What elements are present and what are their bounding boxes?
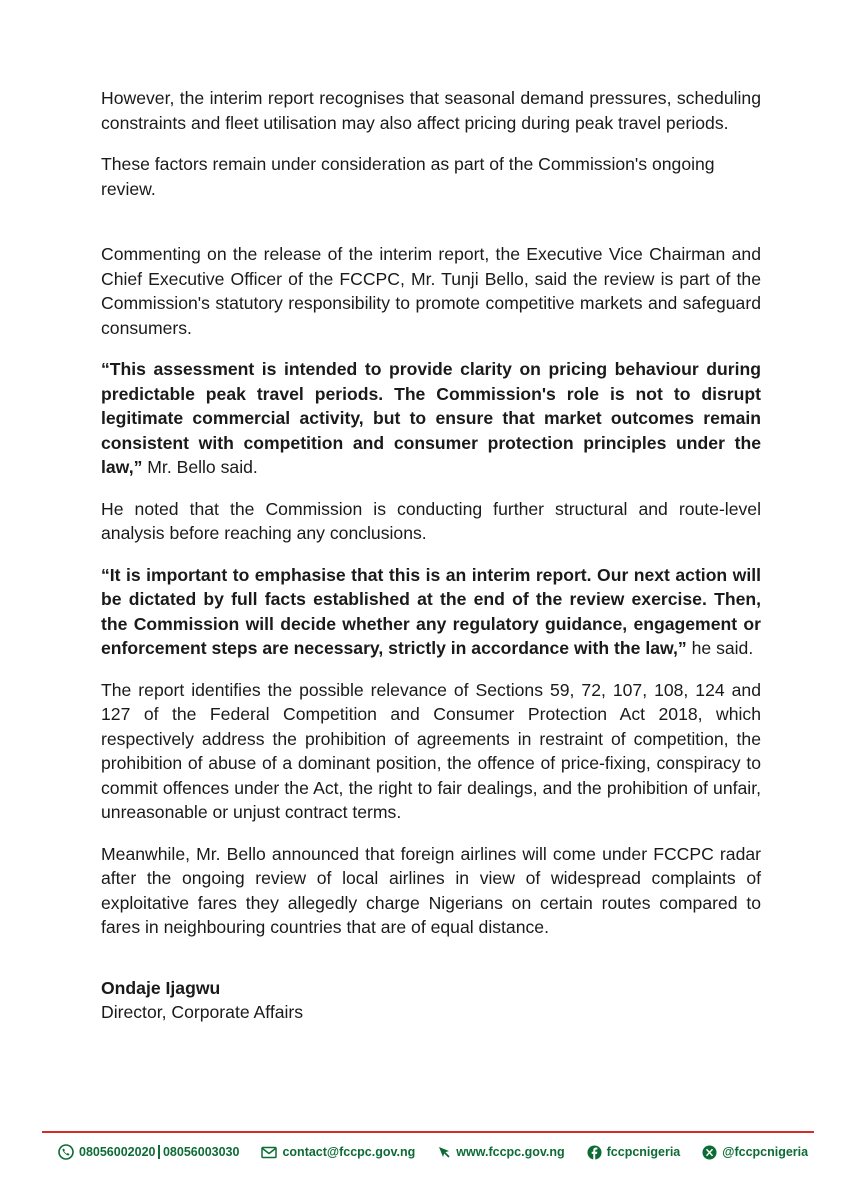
footer-divider: [42, 1131, 814, 1133]
paragraph: The report identifies the possible relevance of Sections 59, 72, 107, 108, 124 and 127 of the Federal Competition and Consumer Protection Act 2018, which respectively address the prohibition of agreements in restraint of competition, the prohibition of abuse of a dominant position, the offence of price-fixing, conspiracy to commit offences under the Act, the right to fair dealings, and the prohibition of unfair, unreasonable or unjust contract terms.: [101, 679, 761, 822]
signatory-name: Ondaje Ijagwu: [101, 977, 221, 998]
phone-contact[interactable]: [58, 1144, 239, 1160]
quote-text: “It is important to emphasise that this is an interim report. Our next action will be dictated by full facts established at the end of the review exercise. Then, the Commission will decide whether any regulatory guidance, engagement or enforcement steps are necessary, strictly in accordance with the law,”: [101, 564, 761, 658]
signature-block: [101, 976, 761, 1024]
press-release-body: [101, 86, 761, 1024]
website-link: www.fccpc.gov.ng: [456, 1145, 565, 1159]
paragraph: These factors remain under consideration as part of the Commission's ongoing review.: [101, 154, 715, 199]
divider: [158, 1145, 160, 1159]
phone-number-2: 08056003030: [162, 1145, 240, 1159]
paragraph: However, the interim report recognises that seasonal demand pressures, scheduling constraints and fleet utilisation may also affect pricing during peak travel periods.: [101, 88, 761, 133]
facebook-handle: fccpcnigeria: [606, 1145, 681, 1159]
quote-paragraph: [101, 357, 761, 480]
cursor-icon: [437, 1145, 451, 1159]
quote-attribution: he said.: [686, 638, 754, 658]
email-link: contact@fccpc.gov.ng: [282, 1145, 416, 1159]
x-contact[interactable]: [702, 1145, 808, 1160]
email-contact[interactable]: [261, 1145, 415, 1159]
paragraph: He noted that the Commission is conducting further structural and route-level analysis before reaching any conclusions.: [101, 498, 761, 543]
mail-icon: [261, 1146, 277, 1159]
phone-number-1: 08056002020: [79, 1145, 156, 1159]
x-logo-icon: [702, 1145, 717, 1160]
paragraph: Commenting on the release of the interim report, the Executive Vice Chairman and Chief Executive Officer of the FCCPC, Mr. Tunji Bello, said the review is part of the Commission's statutory responsibility to promote competitive markets and safeguard consumers.: [101, 244, 761, 338]
contact-footer: [58, 1139, 818, 1165]
website-contact[interactable]: [437, 1145, 564, 1159]
facebook-contact[interactable]: [587, 1145, 681, 1160]
paragraph: Meanwhile, Mr. Bello announced that foreign airlines will come under FCCPC radar after the ongoing review of local airlines in view of widespread complaints of exploitative fares they allegedly charge Nigerians on certain routes compared to fares in neighbouring countries that are of equal distance.: [101, 843, 761, 937]
quote-attribution: Mr. Bello said.: [142, 457, 258, 477]
quote-text: “This assessment is intended to provide clarity on pricing behaviour during predictable peak travel periods. The Commission's role is not to disrupt legitimate commercial activity, but to ensure that market outcomes remain consistent with competition and consumer protection principles under the law,”: [101, 359, 761, 477]
signatory-title: Director, Corporate Affairs: [101, 1001, 304, 1022]
facebook-icon: [587, 1145, 602, 1160]
quote-paragraph: [101, 563, 761, 661]
x-handle: @fccpcnigeria: [722, 1145, 809, 1159]
phone-icon: [58, 1144, 74, 1160]
